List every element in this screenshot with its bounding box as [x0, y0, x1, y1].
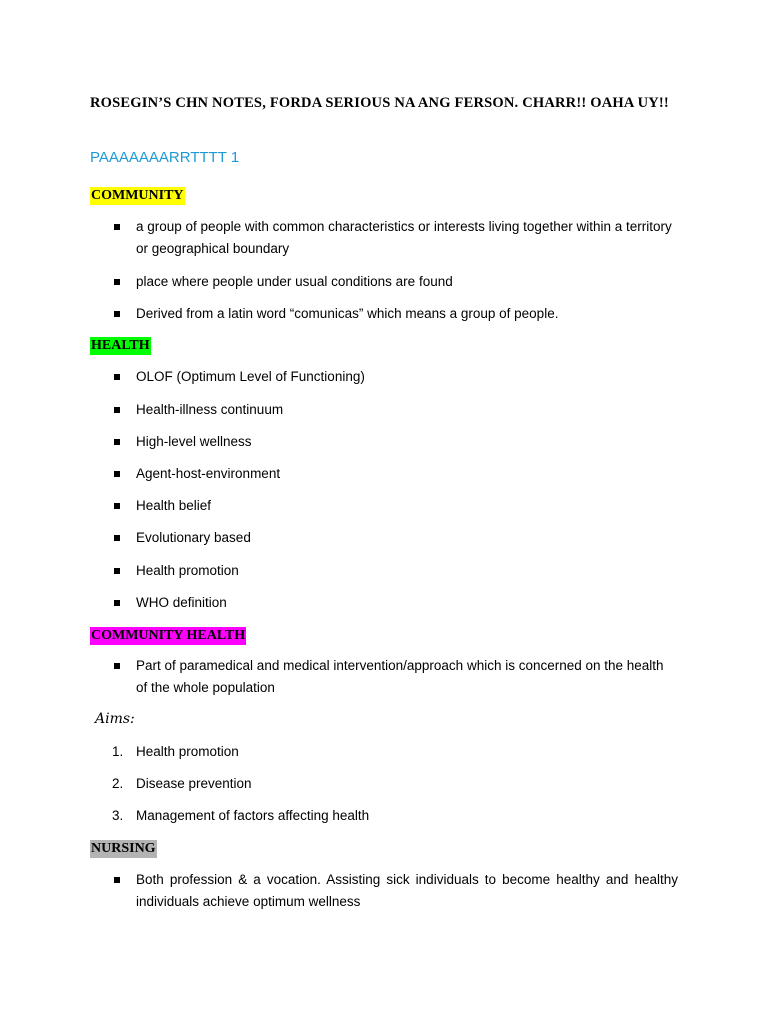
bullet-icon — [114, 877, 120, 883]
section-heading-community: COMMUNITY — [91, 188, 184, 203]
bullet-icon — [114, 600, 120, 606]
bullet-icon — [114, 535, 120, 541]
document-title: ROSEGIN’S CHN NOTES, FORDA SERIOUS NA ANG FERSON. CHARR!! OAHA UY!! — [90, 95, 669, 111]
bullet-icon — [114, 279, 120, 285]
bullet-icon — [114, 471, 120, 477]
list-item: place where people under usual conditions are found — [136, 274, 453, 289]
bullet-icon — [114, 568, 120, 574]
list-item: Derived from a latin word “comunicas” which means a group of people. — [136, 306, 559, 321]
bullet-icon — [114, 224, 120, 230]
list-number: 1. — [112, 744, 124, 759]
numbered-item: Disease prevention — [136, 776, 252, 791]
list-item: Agent-host-environment — [136, 466, 281, 481]
aims-label: Aims: — [95, 711, 135, 727]
section-heading-community-health: COMMUNITY HEALTH — [91, 628, 246, 643]
list-item: High-level wellness — [136, 434, 252, 449]
bullet-icon — [114, 407, 120, 413]
list-item: OLOF (Optimum Level of Functioning) — [136, 369, 365, 384]
numbered-item: Health promotion — [136, 744, 239, 759]
list-number: 3. — [112, 808, 124, 823]
bullet-icon — [114, 439, 120, 445]
list-number: 2. — [112, 776, 124, 791]
bullet-icon — [114, 663, 120, 669]
section-heading-health: HEALTH — [91, 338, 150, 353]
list-item: Both profession & a vocation. Assisting sick individuals to become healthy and healthy individuals achieve optimum wellness — [136, 872, 678, 909]
bullet-icon — [114, 503, 120, 509]
list-item: a group of people with common characteristics or interests living together within a territory or geographical boundary — [136, 219, 672, 256]
list-item: Part of paramedical and medical intervention/approach which is concerned on the health of the whole population — [136, 658, 664, 695]
list-item: Health promotion — [136, 563, 239, 578]
numbered-item: Management of factors affecting health — [136, 808, 370, 823]
list-item: Health-illness continuum — [136, 402, 284, 417]
list-item: Evolutionary based — [136, 530, 251, 545]
section-heading-nursing: NURSING — [91, 841, 156, 856]
bullet-icon — [114, 311, 120, 317]
part-heading: PAAAAAAARRTTTT 1 — [90, 149, 240, 166]
list-item: WHO definition — [136, 595, 227, 610]
list-item: Health belief — [136, 498, 212, 513]
bullet-icon — [114, 374, 120, 380]
